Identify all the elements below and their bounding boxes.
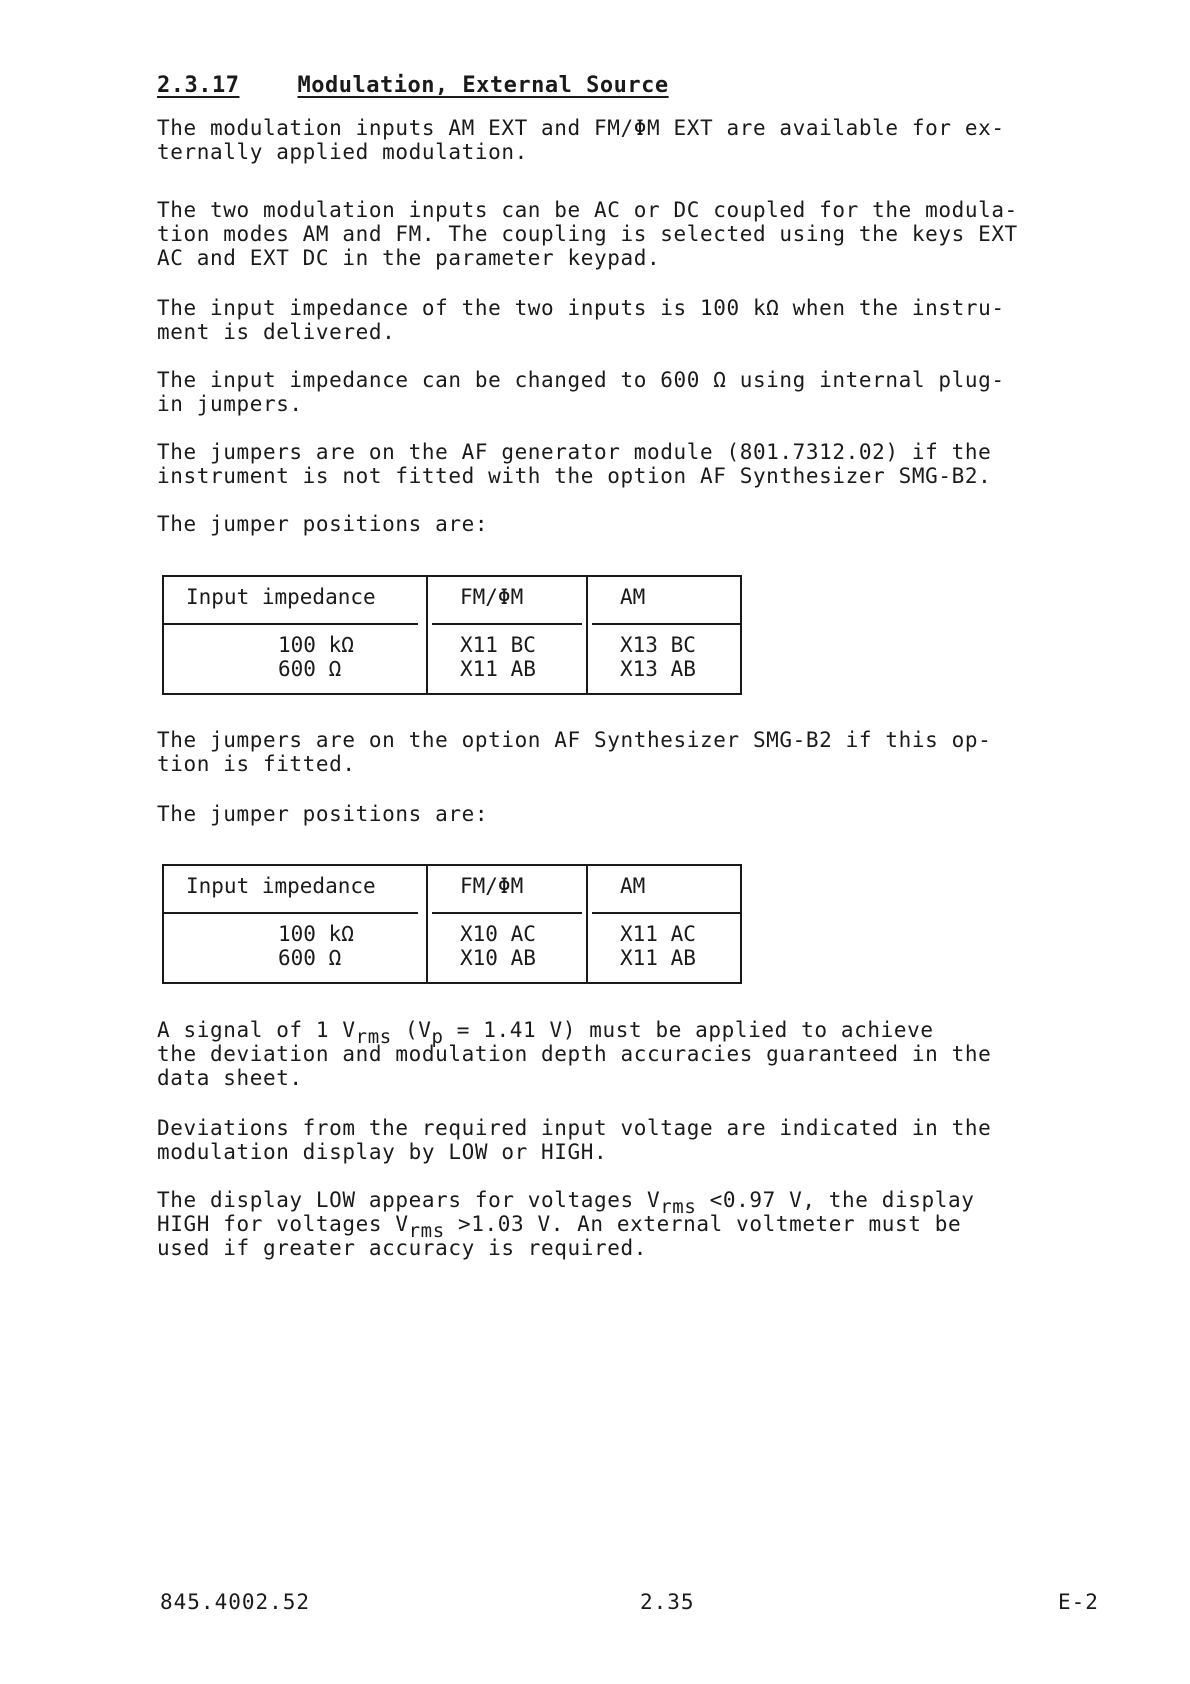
table-cell: 100 kΩ — [278, 922, 354, 946]
paragraph-jumpers-af: The jumpers are on the AF generator module (801.7312.02) if the instrument is not fitted with the option AF Synthesizer SMG-B2. — [157, 440, 992, 488]
paragraph-signal: A signal of 1 $V_{rms}$ ($V_p = 1.41$ V) must be applied to achieve the deviation and modulation depth accuracies guaranteed in the data sheet. — [157, 1018, 992, 1090]
footer-page-number: 2.35 — [640, 1590, 695, 1614]
section-title: Modulation, External Source — [297, 73, 669, 98]
paragraph-deviations: Deviations from the required input voltage are indicated in the modulation display by LOW or HIGH. — [157, 1116, 992, 1164]
table-cell: X13 AB — [620, 657, 696, 681]
table-cell: 100 kΩ — [278, 633, 354, 657]
jumper-table-af-module — [162, 575, 742, 695]
footer-edition: E-2 — [1058, 1590, 1099, 1614]
paragraph-positions-2: The jumper positions are: — [157, 802, 489, 826]
paragraph-inputs: The modulation inputs AM EXT and FM/ΦM EXT are available for ex- ternally applied modulation. — [157, 116, 1005, 164]
paragraph-impedance: The input impedance of the two inputs is 100 kΩ when the instru- ment is delivered. — [157, 296, 1005, 344]
table-cell: X11 AB — [460, 657, 536, 681]
paragraph-display: The display LOW appears for voltages $V_{rms} <0.97$ V, the display HIGH for voltages $V_{rms} >1.03$ V. An external voltmeter must be used if greater accuracy is required. — [157, 1188, 975, 1260]
table-cell: X11 AB — [620, 946, 696, 970]
table-header-am: AM — [620, 874, 646, 898]
table-cell: 600 Ω — [278, 946, 342, 970]
paragraph-plug-in: The input impedance can be changed to 600 Ω using internal plug- in jumpers. — [157, 368, 1005, 416]
table-cell: X10 AC — [460, 922, 536, 946]
table-cell: 600 Ω — [278, 657, 342, 681]
table-header-impedance: Input impedance — [186, 585, 376, 609]
paragraph-coupling: The two modulation inputs can be AC or DC coupled for the modula- tion modes AM and FM. The coupling is selected using the keys EXT AC and EXT DC in the parameter keypad. — [157, 198, 1018, 270]
table-cell: X13 BC — [620, 633, 696, 657]
jumper-table-option — [162, 864, 742, 984]
paragraph-jumpers-option: The jumpers are on the option AF Synthesizer SMG-B2 if this op- tion is fitted. — [157, 728, 992, 776]
table-header-fm: FM/ΦM — [460, 585, 524, 609]
footer-doc-number: 845.4002.52 — [160, 1590, 311, 1614]
table-header-impedance: Input impedance — [186, 874, 376, 898]
table-cell: X11 BC — [460, 633, 536, 657]
section-number: 2.3.17 — [157, 73, 240, 98]
table-header-fm: FM/ΦM — [460, 874, 524, 898]
table-cell: X11 AC — [620, 922, 696, 946]
table-cell: X10 AB — [460, 946, 536, 970]
section-heading — [157, 73, 669, 98]
table-header-am: AM — [620, 585, 646, 609]
paragraph-positions-1: The jumper positions are: — [157, 512, 489, 536]
